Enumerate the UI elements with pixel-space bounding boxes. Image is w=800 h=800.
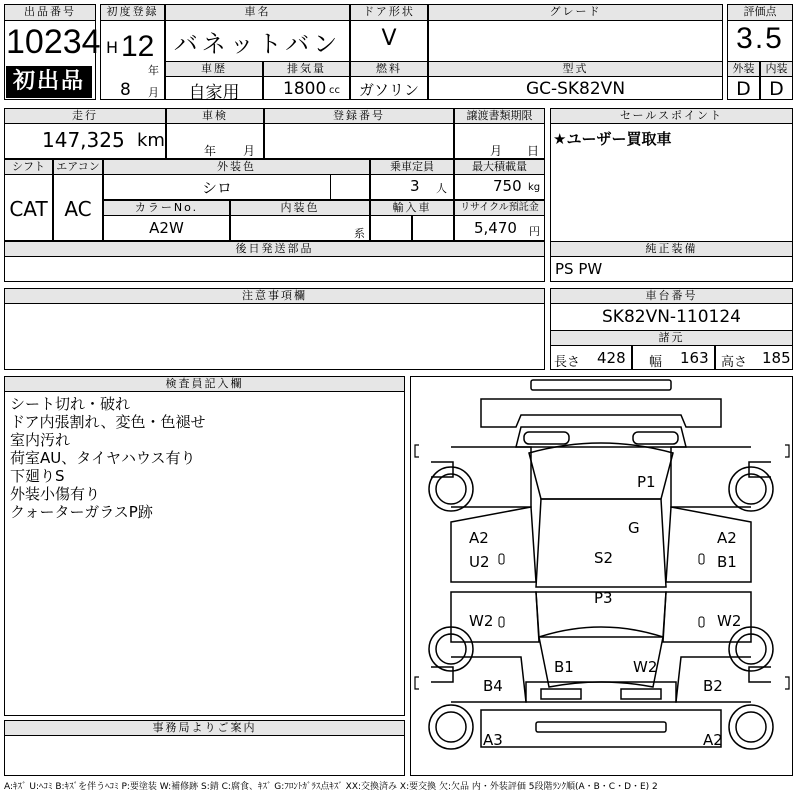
- width-label: 幅: [649, 355, 663, 370]
- capacity-value: 3: [410, 177, 420, 195]
- fuel-value: ガソリン: [358, 81, 419, 99]
- shift-label: シフト: [4, 159, 53, 175]
- mark-u2-left: U2: [469, 553, 490, 571]
- inspection-month-unit: 月: [243, 144, 256, 158]
- shift-value: CAT: [9, 197, 48, 221]
- listing-number-label: 出品番号: [4, 4, 96, 21]
- office-label: 事務局よりご案内: [4, 720, 405, 736]
- inspector-line: シート切れ・破れ: [10, 395, 131, 413]
- exterior-color-extra: [330, 174, 370, 200]
- color-no-label: カラーNo.: [103, 200, 230, 216]
- door-label: ドア形状: [350, 4, 428, 21]
- history-label: 車歴: [165, 61, 263, 77]
- model-label: 型式: [428, 61, 723, 77]
- ac-label: エアコン: [53, 159, 103, 175]
- chassis-label: 車台番号: [550, 288, 793, 304]
- length-label: 長さ: [554, 355, 581, 370]
- recycle-label: リサイクル預託金: [454, 200, 545, 216]
- sales-point-text: ★ユーザー買取車: [553, 130, 672, 148]
- score-label: 評価点: [727, 4, 793, 21]
- first-reg-label: 初度登録: [100, 4, 165, 21]
- inspector-line: 室内汚れ: [10, 431, 71, 449]
- mark-w2-left: W2: [469, 612, 494, 630]
- mark-a2-left: A2: [469, 529, 489, 547]
- max-load-value: 750: [493, 177, 522, 195]
- inspector-line: 荷室AU、タイヤハウス有り: [10, 449, 196, 467]
- interior-color-unit: 系: [354, 227, 365, 240]
- mark-p3: P3: [594, 589, 613, 607]
- mark-g: G: [628, 519, 640, 537]
- mark-a2-right: A2: [717, 529, 737, 547]
- mark-b1-bottom: B1: [554, 658, 574, 676]
- mark-a3: A3: [483, 731, 503, 749]
- exterior-color-value: シロ: [201, 179, 232, 197]
- capacity-unit: 人: [436, 182, 447, 195]
- mark-a2-bottom: A2: [703, 731, 723, 749]
- inspector-label: 検査員記入欄: [4, 376, 405, 392]
- inspector-line: 外装小傷有り: [10, 485, 101, 503]
- mark-b4: B4: [483, 677, 503, 695]
- interior-color-label: 内装色: [230, 200, 370, 216]
- height-value: 185: [762, 349, 791, 367]
- score-value: 3.5: [736, 22, 784, 55]
- color-no-value: A2W: [149, 219, 184, 237]
- exterior-grade-label: 外装: [727, 61, 760, 77]
- genuine-label: 純正装備: [550, 241, 793, 257]
- mark-b2: B2: [703, 677, 723, 695]
- notes-label: 注意事項欄: [4, 288, 545, 304]
- mark-w2-bottom: W2: [633, 658, 658, 676]
- inspector-line: 下廻りS: [10, 467, 65, 485]
- recycle-value: 5,470: [474, 219, 517, 237]
- history-value: 自家用: [188, 83, 240, 103]
- inspection-label: 車検: [166, 108, 264, 124]
- inspection-year-unit: 年: [204, 144, 217, 158]
- grade-cell: [428, 20, 723, 62]
- mileage-unit: km: [137, 130, 165, 151]
- sales-point-label: セールスポイント: [550, 108, 793, 124]
- inspector-notes: [10, 395, 205, 521]
- exterior-grade: D: [736, 78, 751, 100]
- door-value: V: [381, 26, 397, 51]
- transfer-label: 譲渡書類期限: [454, 108, 545, 124]
- first-reg-month: 8: [120, 80, 131, 100]
- first-listing-badge: 初出品: [6, 66, 92, 98]
- width-value: 163: [680, 349, 709, 367]
- interior-grade: D: [769, 78, 784, 100]
- import-label: 輸入車: [370, 200, 454, 216]
- interior-color-cell: [230, 215, 370, 241]
- displacement-label: 排気量: [263, 61, 350, 77]
- later-parts-label: 後日発送部品: [4, 241, 545, 257]
- legend: A:ｷｽﾞ U:ﾍｺﾐ B:ｷｽﾞを伴うﾍｺﾐ P:要塗装 W:補修跡 S:錆 C:腐食、ｷｽﾞ G:ﾌﾛﾝﾄｶﾞﾗｽ点ｷｽﾞ XX:交換済み X:要交換 欠:欠品 内・外装評価 5段階ﾗﾝｸ順(A・B・C・D・E) 2: [4, 782, 658, 792]
- car-outline: [411, 377, 792, 775]
- car-diagram: [410, 376, 793, 776]
- mark-p1: P1: [637, 473, 656, 491]
- fuel-label: 燃料: [350, 61, 428, 77]
- model-value: GC-SK82VN: [525, 79, 626, 99]
- import-cell: [370, 215, 412, 241]
- import-cell-2: [412, 215, 454, 241]
- inspector-line: クォーターガラスP跡: [10, 503, 153, 521]
- transfer-day-unit: 日: [527, 144, 540, 158]
- reg-no-label: 登録番号: [264, 108, 454, 124]
- displacement-value: 1800: [283, 79, 327, 99]
- capacity-label: 乗車定員: [370, 159, 454, 175]
- grade-label: グレード: [428, 4, 723, 21]
- inspector-line: ドア内張割れ、変色・色褪せ: [10, 413, 206, 431]
- car-name: バネットバン: [173, 30, 342, 58]
- exterior-color-label: 外装色: [103, 159, 370, 175]
- first-reg-year: 12: [121, 30, 155, 63]
- mileage-label: 走行: [4, 108, 166, 124]
- mark-b1-right: B1: [717, 553, 737, 571]
- max-load-label: 最大積載量: [454, 159, 545, 175]
- car-name-label: 車名: [165, 4, 350, 21]
- spec-label: 諸元: [550, 330, 793, 346]
- first-reg-year-unit: 年: [148, 64, 159, 77]
- ac-value: AC: [64, 197, 92, 221]
- displacement-unit: cc: [329, 85, 340, 96]
- listing-number: 10234: [6, 23, 101, 61]
- mark-s2: S2: [594, 549, 614, 567]
- max-load-unit: kg: [528, 182, 541, 193]
- reg-no-cell: [264, 123, 454, 159]
- transfer-month-unit: 月: [490, 144, 503, 158]
- mileage-value: 147,325: [42, 128, 125, 152]
- length-value: 428: [597, 349, 626, 367]
- first-reg-month-unit: 月: [148, 86, 159, 99]
- height-label: 高さ: [721, 355, 748, 370]
- era: H: [106, 38, 119, 57]
- mark-w2-right: W2: [717, 612, 742, 630]
- interior-grade-label: 内装: [760, 61, 793, 77]
- genuine-text: PS PW: [555, 260, 603, 278]
- chassis-number: SK82VN-110124: [602, 307, 741, 327]
- recycle-unit: 円: [529, 225, 540, 238]
